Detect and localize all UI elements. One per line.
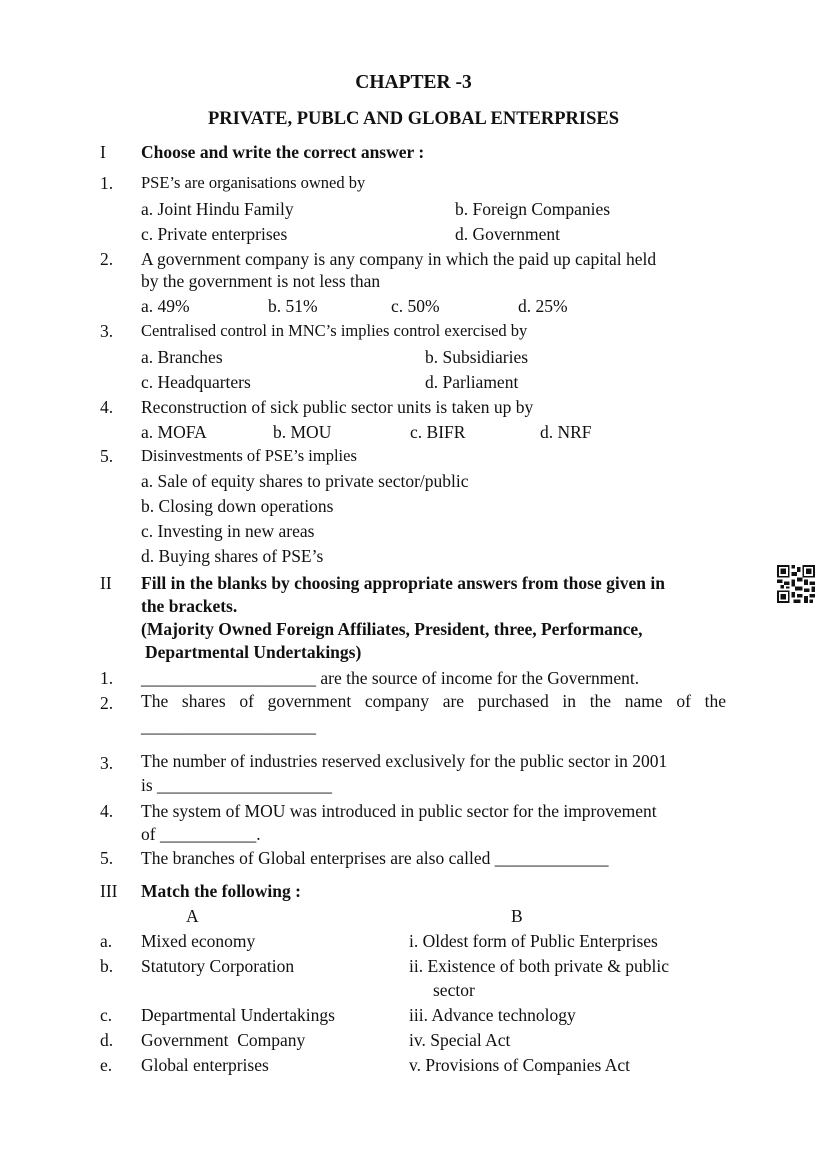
match-a-letter: a. [100,931,113,951]
fill-2-text-line2: ____________________ [141,716,316,736]
q4-text: Reconstruction of sick public sector units is taken up by [141,397,534,417]
q1-text: PSE’s are organisations owned by [141,173,366,192]
fill-3-number: 3. [100,753,114,773]
q2-text-line2: by the government is not less than [141,271,381,291]
fill-4-text-line1: The system of MOU was introduced in public sector for the improvement [141,801,657,821]
q3-option-d: d. Parliament [425,372,519,392]
section-2-options-line1: (Majority Owned Foreign Affiliates, President, three, Performance, [141,619,643,639]
q2-option-d: d. 25% [518,296,568,316]
column-a-header: A [186,906,199,926]
q4-option-b: b. MOU [273,422,332,442]
section-2-options-line2: Departmental Undertakings) [145,642,362,662]
fill-5-text: The branches of Global enterprises are also called _____________ [141,848,609,868]
qr-code-icon [777,565,815,603]
q4-number: 4. [100,397,114,417]
q3-text: Centralised control in MNC’s implies control exercised by [141,321,528,340]
q1-number: 1. [100,173,114,193]
column-b-header: B [511,906,523,926]
q1-option-b: b. Foreign Companies [455,199,611,219]
section-2-heading-line2: the brackets. [141,596,238,616]
section-2-heading-line1: Fill in the blanks by choosing appropriate answers from those given in [141,573,665,593]
chapter-heading: CHAPTER -3 [355,72,472,93]
match-d-right: iv. Special Act [409,1030,511,1050]
q4-option-d: d. NRF [540,422,592,442]
match-d-letter: d. [100,1030,114,1050]
q5-option-d: d. Buying shares of PSE’s [141,546,324,566]
fill-2-number: 2. [100,693,114,713]
q5-option-b: b. Closing down operations [141,496,334,516]
q2-option-b: b. 51% [268,296,318,316]
match-b-right-cont: sector [433,980,475,1000]
fill-2-text-line1: The shares of government company are purchased in the name of the [141,691,726,711]
match-c-right: iii. Advance technology [409,1005,576,1025]
q5-option-a: a. Sale of equity shares to private sector/public [141,471,469,491]
fill-1-number: 1. [100,668,114,688]
section-1-heading: Choose and write the correct answer : [141,142,425,162]
fill-5-number: 5. [100,848,114,868]
fill-4-text-line2: of ___________. [141,824,261,844]
q3-option-c: c. Headquarters [141,372,251,392]
match-e-letter: e. [100,1055,113,1075]
match-b-left: Statutory Corporation [141,956,295,976]
section-1-number: I [100,142,106,162]
q3-number: 3. [100,321,114,341]
match-a-left: Mixed economy [141,931,256,951]
fill-4-number: 4. [100,801,114,821]
q5-number: 5. [100,446,114,466]
match-c-letter: c. [100,1005,113,1025]
match-b-letter: b. [100,956,114,976]
q5-option-c: c. Investing in new areas [141,521,315,541]
q1-option-a: a. Joint Hindu Family [141,199,294,219]
match-a-right: i. Oldest form of Public Enterprises [409,931,658,951]
section-2-number: II [100,573,112,593]
q3-option-b: b. Subsidiaries [425,347,529,367]
q4-option-c: c. BIFR [410,422,466,442]
q2-text-line1: A government company is any company in which the paid up capital held [141,249,657,269]
q3-option-a: a. Branches [141,347,223,367]
q5-text: Disinvestments of PSE’s implies [141,446,357,465]
match-c-left: Departmental Undertakings [141,1005,335,1025]
match-e-left: Global enterprises [141,1055,269,1075]
match-e-right: v. Provisions of Companies Act [409,1055,631,1075]
q4-option-a: a. MOFA [141,422,207,442]
q1-option-c: c. Private enterprises [141,224,288,244]
fill-3-text-line1: The number of industries reserved exclusively for the public sector in 2001 [141,751,668,771]
fill-3-text-line2: is ____________________ [141,775,333,795]
section-3-heading: Match the following : [141,881,301,901]
q1-option-d: d. Government [455,224,560,244]
fill-1-text: ____________________ are the source of income for the Government. [141,668,640,688]
q2-number: 2. [100,249,114,269]
match-b-right: ii. Existence of both private & public [409,956,670,976]
q2-option-a: a. 49% [141,296,190,316]
page-title: PRIVATE, PUBLC AND GLOBAL ENTERPRISES [207,109,620,129]
match-d-left: Government Company [141,1030,306,1050]
q2-option-c: c. 50% [391,296,440,316]
section-3-number: III [100,881,118,901]
